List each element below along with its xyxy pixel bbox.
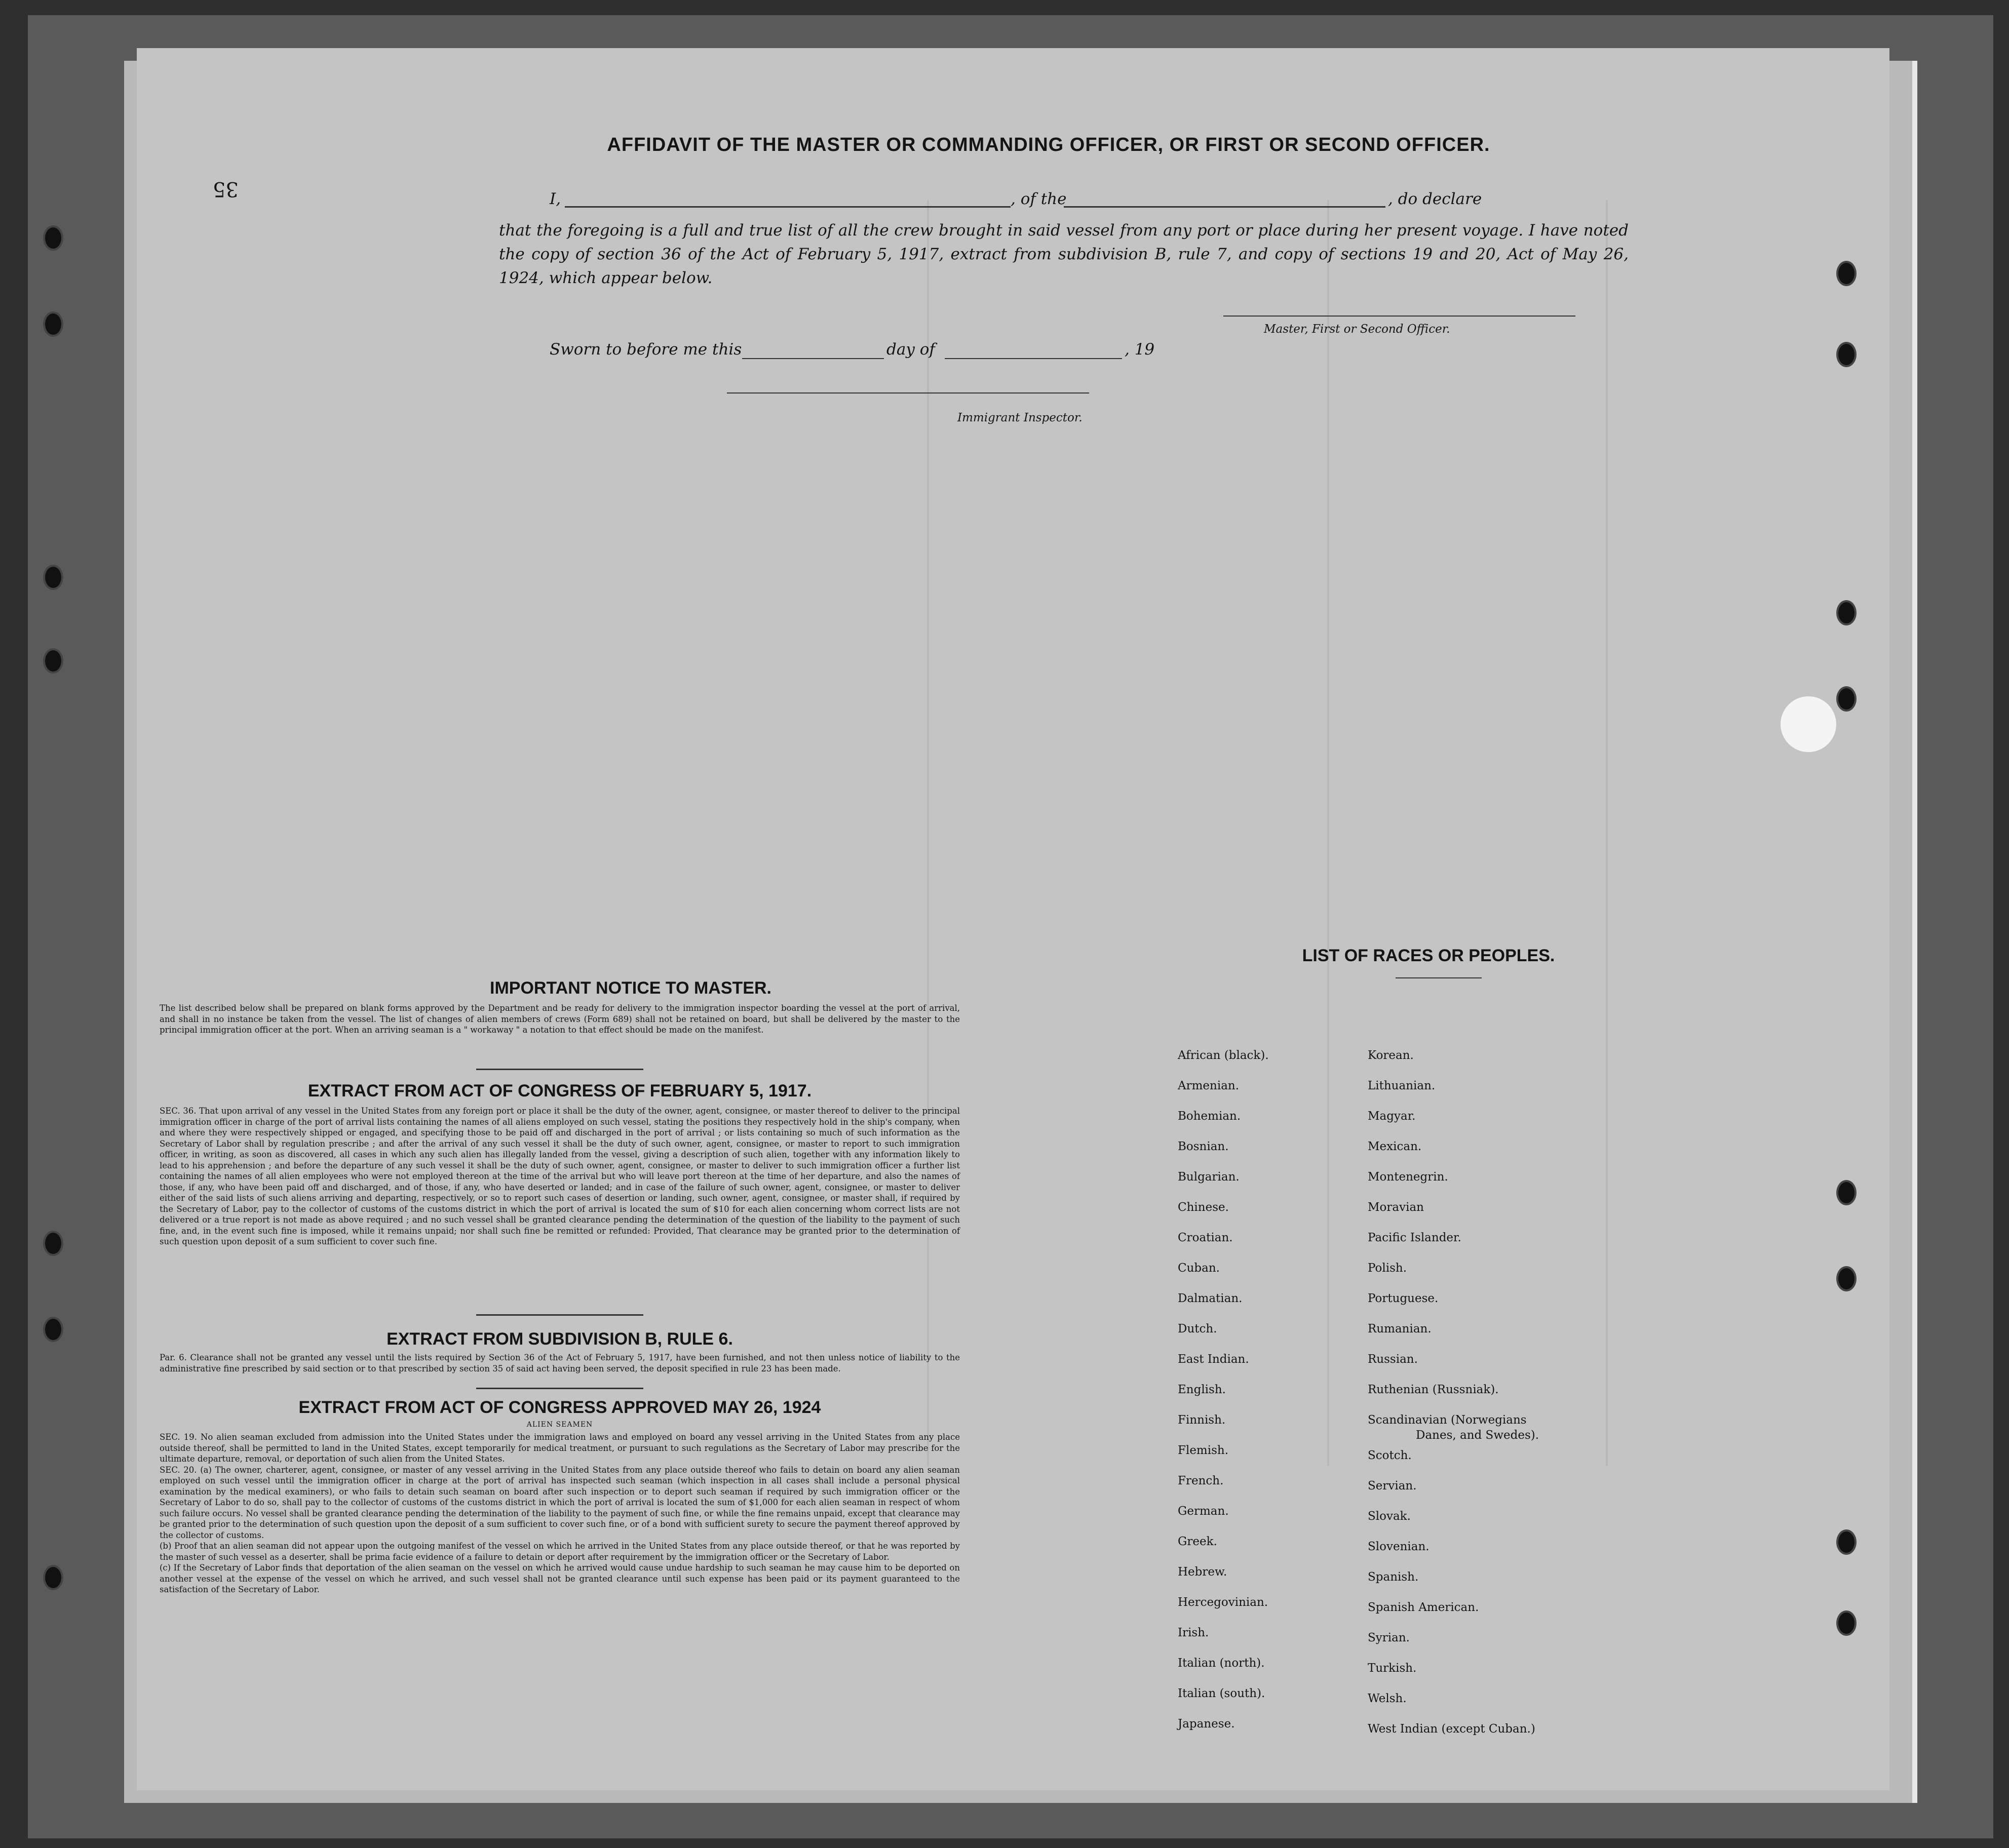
section-19: SEC. 19. No alien seaman excluded from admission into the United States under the immigration laws and employed on board any vessel arriving in the United States from any place outside thereof, shall be permitted to land in the United States, except temporarily for medical treatment, or pursuant to such regulations as the Secretary of Labor may prescribe for the ultimate departure, removal, or deportation of such alien from the United States.: [160, 1432, 960, 1464]
affidavit-title: AFFIDAVIT OF THE MASTER OR COMMANDING OFFICER, OR FIRST OR SECOND OFFICER.: [607, 134, 1490, 155]
race-item: Finnish.: [1178, 1413, 1226, 1427]
subdivision-b-title: EXTRACT FROM SUBDIVISION B, RULE 6.: [387, 1329, 733, 1349]
race-item: Slovenian.: [1368, 1540, 1430, 1553]
affidavit-of-the-label: , of the: [1011, 190, 1067, 208]
race-item: Montenegrin.: [1368, 1170, 1448, 1184]
race-item: English.: [1178, 1383, 1226, 1396]
race-item: African (black).: [1178, 1049, 1269, 1062]
race-item: Portuguese.: [1368, 1292, 1439, 1305]
race-item: Bulgarian.: [1178, 1170, 1240, 1184]
affidavit-declare-label: , do declare: [1388, 190, 1482, 208]
race-item: Bohemian.: [1178, 1110, 1241, 1123]
race-item: Armenian.: [1178, 1079, 1240, 1092]
race-item: Slovak.: [1368, 1510, 1411, 1523]
race-item: Italian (south).: [1178, 1687, 1265, 1700]
master-name-field[interactable]: [565, 206, 1011, 208]
inspector-signature-field[interactable]: [727, 392, 1089, 394]
binder-hole: [43, 311, 63, 337]
race-item: Japanese.: [1178, 1717, 1235, 1731]
race-item: Scandinavian (Norwegians: [1368, 1413, 1527, 1427]
race-item: Flemish.: [1178, 1444, 1229, 1457]
binder-hole: [43, 565, 63, 590]
master-signature-label: Master, First or Second Officer.: [1264, 323, 1450, 336]
affidavit-body: that the foregoing is a full and true list of all the crew brought in said vessel from any port or place during her present voyage. I have noted the copy of section 36 of the Act of February 5, 1917, extract from subdivision B, rule 7, and copy of sections 19 and 20, Act of May 26, 1924, which appear below.: [499, 221, 1629, 287]
race-item: Spanish.: [1368, 1570, 1419, 1584]
binder-hole: [1836, 1529, 1857, 1555]
race-item: Pacific Islander.: [1368, 1231, 1461, 1244]
race-item: Korean.: [1368, 1049, 1414, 1062]
ghost-column-line: [927, 200, 929, 1466]
act-1917-body: SEC. 36. That upon arrival of any vessel in the United States from any foreign port or place it shall be the duty of the owner, agent, consignee, or master thereof to deliver to the principal immigration officer in charge of the port of arrival lists containing the names of all aliens employed on such vessel, stating the positions they respectively hold in the ship's company, when and where they were respectively shipped or engaged, and specifying those to be paid off and discharged in the port of arrival ; or lists containing so much of such information as the Secretary of Labor shall by regulation prescribe ; and after the arrival of any such vessel it shall be the duty of such owner, agent, consignee, or master to report to such immigration officer, in writing, as soon as discovered, all cases in which any such alien has illegally landed from the vessel, giving a description of such alien, together with any information likely to lead to his apprehension ; and before the departure of any such vessel it shall be the duty of such owner, agent, consignee, or master to deliver to such immigration officer a further list containing the names of all alien employees who were not employed thereon at the time of the arrival but who will leave port thereon at the time of her departure, and also the names of those, if any, who have been paid off and discharged, and of those, if any, who have deserted or landed; and in case of the failure of such owner, agent, consignee, or master to deliver either of the said lists of such aliens arriving and departing, respectively, or so to report such cases of desertion or landing, such owner, agent, consignee, or master shall, if required by the Secretary of Labor, pay to the collector of customs of the customs district in which the port of arrival is located the sum of $10 for each alien concerning whom correct lists are not delivered or a true report is not made as above required ; and no such vessel shall be granted clearance pending the determination of the question of the liability to the payment of such fine, and, in the event such fine is imposed, while it remains unpaid; nor shall such fine be remitted or refunded: Provided, That clearance may be granted prior to the determination of such question upon deposit of a sum sufficient to cover such fine.: [160, 1106, 960, 1246]
race-item: Hercegovinian.: [1178, 1596, 1268, 1609]
binder-hole: [1836, 342, 1857, 367]
binder-hole: [1836, 261, 1857, 286]
binder-hole: [1836, 686, 1857, 712]
race-item: Spanish American.: [1368, 1601, 1479, 1614]
notice-body: The list described below shall be prepared on blank forms approved by the Department and be ready for delivery to the immigration inspector boarding the vessel at the port of arrival, and shall in no instance be taken from the vessel. The list of changes of alien members of crews (Form 689) shall not be retained on board, but shall be delivered by the master to the principal immigration officer at the port. When an arriving seaman is a " workaway " a notation to that effect should be made on the manifest.: [160, 1003, 960, 1035]
section-20a: SEC. 20. (a) The owner, charterer, agent, consignee, or master of any vessel arriving in the United States from any place outside thereof who fails to detain on board any alien seaman employed on such vessel until the immigration officer in charge at the port of arrival has inspected such seaman (which inspection in all cases shall include a personal physical examination by the medical examiners), or who fails to detain such seaman on board after such inspection or to deport such seaman if required by such immigration officer or the Secretary of Labor to do so, shall pay to the collector of customs of the customs district in which the port of arrival is located the sum of $1,000 for each alien seaman in respect of whom such failure occurs. No vessel shall be granted clearance pending the determination of the liability to the payment of such fine, or while the fine remains unpaid, except that clearance may be granted prior to the determination of such question upon the deposit of a sum sufficient to cover such fine, or of a bond with sufficient surety to secure the payment thereof approved by the collector of customs.: [160, 1465, 960, 1540]
race-item: Turkish.: [1368, 1662, 1417, 1675]
divider: [476, 1388, 643, 1389]
divider: [1396, 977, 1482, 978]
binder-hole: [1836, 600, 1857, 625]
race-item: Dalmatian.: [1178, 1292, 1243, 1305]
race-item: Croatian.: [1178, 1231, 1233, 1244]
binder-hole: [43, 1565, 63, 1590]
act-1924-title: EXTRACT FROM ACT OF CONGRESS APPROVED MAY 26, 1924: [298, 1398, 821, 1417]
race-item: Russian.: [1368, 1353, 1418, 1366]
binder-hole: [1836, 1610, 1857, 1636]
race-item: Mexican.: [1368, 1140, 1422, 1153]
master-signature-field[interactable]: [1223, 316, 1575, 317]
binder-hole: [1836, 1180, 1857, 1205]
race-item: East Indian.: [1178, 1353, 1249, 1366]
section-20b: (b) Proof that an alien seaman did not appear upon the outgoing manifest of the vessel on which he arrived in the United States from any place outside thereof, or that he was reported by the master of such vessel as a deserter, shall be prima facie evidence of a failure to detain or deport after requirement by the immigration officer or the Secretary of Labor.: [160, 1541, 960, 1562]
ghost-column-line: [1327, 200, 1329, 1466]
race-item: Danes, and Swedes).: [1416, 1429, 1539, 1442]
divider: [476, 1314, 643, 1316]
sworn-label: Sworn to before me this: [550, 340, 742, 359]
races-title: LIST OF RACES OR PEOPLES.: [1302, 946, 1555, 965]
sworn-day-field[interactable]: [742, 358, 884, 359]
binder-hole: [43, 1231, 63, 1256]
race-item: Irish.: [1178, 1626, 1209, 1639]
binder-hole: [43, 225, 63, 251]
act-1917-title: EXTRACT FROM ACT OF CONGRESS OF FEBRUARY 5, 1917.: [307, 1081, 812, 1100]
divider: [476, 1069, 643, 1070]
race-item: Syrian.: [1368, 1631, 1410, 1644]
alien-seamen-subtitle: ALIEN SEAMEN: [526, 1421, 593, 1429]
race-item: Servian.: [1368, 1479, 1417, 1492]
race-item: Moravian: [1368, 1201, 1424, 1214]
day-of-label: day of: [886, 340, 935, 359]
race-item: Hebrew.: [1178, 1565, 1227, 1579]
race-item: Bosnian.: [1178, 1140, 1229, 1153]
reinforcement-hole: [1781, 696, 1836, 752]
section-20c: (c) If the Secretary of Labor finds that deportation of the alien seaman on the vessel on which he arrived would cause undue hardship to such seaman he may cause him to be deported on another vessel at the expense of the vessel on which he arrived, and such vessel shall not be granted clearance until such expense has been paid or its payment guaranteed to the satisfaction of the Secretary of Labor.: [160, 1563, 960, 1594]
sworn-month-field[interactable]: [945, 358, 1122, 359]
race-item: Welsh.: [1368, 1692, 1407, 1705]
year-label: , 19: [1125, 340, 1155, 359]
race-item: Lithuanian.: [1368, 1079, 1436, 1092]
race-item: Magyar.: [1368, 1110, 1416, 1123]
act-1924-body: [160, 1432, 960, 1595]
subdivision-b-body: Par. 6. Clearance shall not be granted any vessel until the lists required by Section 36 of the Act of February 5, 1917, have been furnished, and not then unless notice of liability to the administrative fine prescribed by said section or to that prescribed by section 35 of said act having been served, the deposit specified in rule 23 has been made.: [160, 1353, 960, 1373]
race-item: Greek.: [1178, 1535, 1217, 1548]
race-item: Cuban.: [1178, 1262, 1220, 1275]
race-item: French.: [1178, 1474, 1224, 1487]
race-item: Chinese.: [1178, 1201, 1229, 1214]
race-item: German.: [1178, 1505, 1229, 1518]
affidavit-i-label: I,: [550, 190, 561, 208]
page-number: 35: [213, 177, 239, 201]
race-item: Rumanian.: [1368, 1322, 1432, 1335]
race-item: Polish.: [1368, 1262, 1407, 1275]
ghost-column-line: [1606, 200, 1608, 1466]
binder-hole: [43, 1317, 63, 1342]
manifest-page: [137, 48, 1889, 1790]
notice-title: IMPORTANT NOTICE TO MASTER.: [490, 978, 771, 998]
race-item: Scotch.: [1368, 1449, 1412, 1462]
race-item: Dutch.: [1178, 1322, 1217, 1335]
binder-hole: [1836, 1266, 1857, 1291]
race-item: Ruthenian (Russniak).: [1368, 1383, 1499, 1396]
inspector-label: Immigrant Inspector.: [957, 411, 1083, 424]
race-item: Italian (north).: [1178, 1657, 1265, 1670]
race-item: West Indian (except Cuban.): [1368, 1722, 1535, 1736]
vessel-name-field[interactable]: [1064, 206, 1385, 208]
binder-hole: [43, 648, 63, 674]
